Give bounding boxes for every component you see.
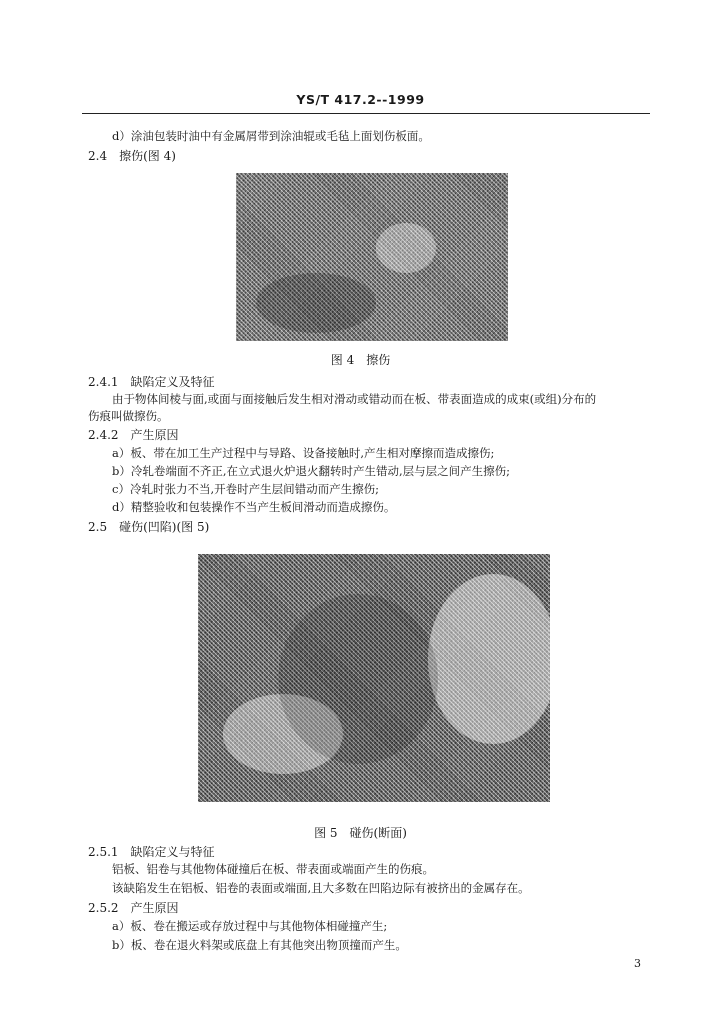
list-item-2-5-2-a: a）板、卷在搬运或存放过程中与其他物体相碰撞产生; [112, 919, 388, 933]
figure-4-caption: 图 4 擦伤 [330, 353, 391, 367]
figure-4-highlight [376, 223, 436, 273]
list-item-2-4-2-b: b）冷轧卷端面不齐正,在立式退火炉退火翻转时产生错动,层与层之间产生擦伤; [112, 464, 511, 478]
paragraph-2-5-1-line-2: 该缺陷发生在铝板、铝卷的表面或端面,且大多数在凹陷边际有被挤出的金属存在。 [112, 881, 530, 895]
list-item-d-oil-packaging: d）涂油包装时油中有金属屑带到涂油辊或毛毡上面划伤板面。 [112, 129, 430, 143]
page-number: 3 [634, 957, 641, 970]
list-item-2-4-2-d: d）精整验收和包装操作不当产生板间滑动而造成擦伤。 [112, 500, 396, 514]
paragraph-2-4-1-line-1: 由于物体间棱与面,或面与面接触后发生相对滑动或错动而在板、带表面造成的成束(或组)分布的 [112, 392, 597, 406]
header-rule [82, 113, 650, 114]
figure-4-shadow [256, 273, 376, 333]
paragraph-2-4-1-line-2: 伤痕叫做擦伤。 [88, 409, 169, 423]
list-item-2-4-2-a: a）板、带在加工生产过程中与导路、设备接触时,产生相对摩擦而造成擦伤; [112, 446, 495, 460]
figure-4-photo [236, 173, 508, 341]
figure-5-photo [198, 554, 550, 802]
figure-5-dent-area [278, 594, 438, 764]
list-item-2-4-2-c: c）冷轧时张力不当,开卷时产生层间错动而产生擦伤; [112, 482, 379, 496]
page-header-standard-number: YS/T 417.2--1999 [296, 92, 425, 107]
section-heading-2-5-1: 2.5.1 缺陷定义与特征 [88, 845, 215, 859]
section-heading-2-4: 2.4 擦伤(图 4) [88, 149, 176, 163]
section-heading-2-5: 2.5 碰伤(凹陷)(图 5) [88, 520, 210, 534]
section-heading-2-5-2: 2.5.2 产生原因 [88, 901, 179, 915]
list-item-2-5-2-b: b）板、卷在退火料架或底盘上有其他突出物顶撞而产生。 [112, 938, 407, 952]
paragraph-2-5-1-line-1: 铝板、铝卷与其他物体碰撞后在板、带表面或端面产生的伤痕。 [112, 862, 434, 876]
section-heading-2-4-2: 2.4.2 产生原因 [88, 428, 179, 442]
figure-5-highlight-right [428, 574, 550, 744]
figure-5-caption: 图 5 碰伤(断面) [314, 826, 407, 840]
section-heading-2-4-1: 2.4.1 缺陷定义及特征 [88, 375, 215, 389]
